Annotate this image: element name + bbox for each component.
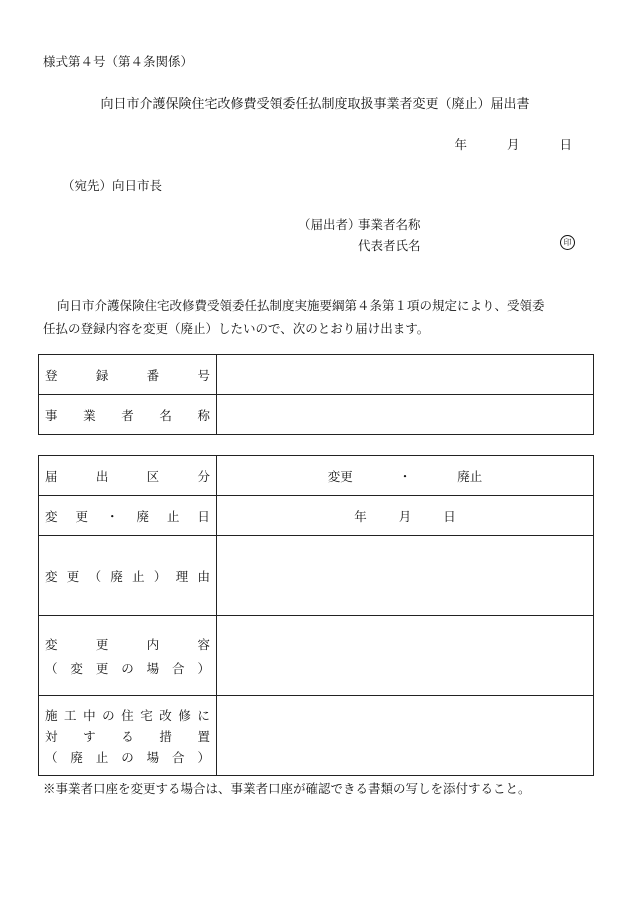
label-char: 録 — [95, 367, 109, 383]
body-line-2: 任払の登録内容を変更（廃止）したいので、次のとおり届け出ます。 — [43, 321, 430, 336]
date-month: 月 — [507, 137, 520, 152]
label-char: 更 — [95, 636, 109, 652]
label-char: 対 — [45, 728, 58, 744]
change-date-year: 年 — [354, 508, 367, 524]
attachment-note: ※事業者口座を変更する場合は、事業者口座が確認できる書類の写しを添付すること。 — [43, 781, 531, 796]
label-char: 更 — [75, 508, 88, 524]
change-content-label — [39, 616, 217, 696]
representative-label: 代表者氏名 — [358, 238, 421, 253]
date-day: 日 — [559, 137, 572, 152]
label-char: 事 — [45, 407, 58, 423]
label-char: 分 — [197, 468, 210, 484]
label-char: 更 — [66, 568, 80, 584]
document-title: 向日市介護保険住宅改修費受領委任払制度取扱事業者変更（廃止）届出書 — [100, 97, 530, 112]
label-char: 改 — [159, 707, 172, 723]
label-char: 廃 — [70, 749, 83, 765]
label-char: 名 — [159, 407, 172, 423]
notice-type-separator: ・ — [398, 468, 412, 484]
label-char: 業 — [83, 407, 96, 423]
business-name-row-label — [39, 395, 217, 435]
reg-number-field[interactable] — [217, 355, 594, 395]
registration-table — [38, 354, 594, 435]
label-char: 止 — [95, 749, 109, 765]
label-char: 理 — [175, 568, 189, 584]
body-line-1: 向日市介護保険住宅改修費受領委任払制度実施要綱第４条第１項の規定により、受領委 — [57, 298, 545, 313]
label-char: 出 — [95, 468, 109, 484]
label-char: 日 — [197, 508, 210, 524]
label-char: 区 — [146, 468, 160, 484]
date-year: 年 — [454, 137, 468, 152]
label-char: 変 — [45, 636, 58, 652]
label-char: （ — [88, 568, 102, 584]
notifier-label: （届出者） — [298, 217, 361, 232]
label-char: の — [121, 749, 134, 765]
label-char: 止 — [166, 508, 180, 524]
label-char: 修 — [178, 707, 191, 723]
label-char: 場 — [146, 749, 160, 765]
label-char: ） — [153, 568, 167, 584]
body-text — [43, 294, 593, 340]
reg-number-label — [39, 355, 217, 395]
label-char: 廃 — [110, 568, 123, 584]
seal-mark: 印 — [560, 235, 575, 250]
label-char: ） — [197, 660, 210, 676]
label-char: （ — [45, 660, 58, 676]
label-char: 止 — [132, 568, 145, 584]
label-char: 施 — [45, 707, 58, 723]
business-name-label: 事業者名称 — [358, 217, 421, 232]
label-char: 合 — [172, 660, 185, 676]
change-date-month: 月 — [398, 508, 412, 524]
notice-type-label — [39, 456, 217, 496]
label-char: 号 — [197, 367, 210, 383]
label-char: 者 — [121, 407, 134, 423]
measures-field[interactable] — [217, 696, 594, 776]
label-char: 変 — [70, 660, 83, 676]
label-char: （ — [45, 749, 58, 765]
label-char: 変 — [45, 508, 58, 524]
label-char: 住 — [121, 707, 134, 723]
label-char: 中 — [83, 707, 96, 723]
label-char: の — [121, 660, 134, 676]
measures-label — [39, 696, 217, 776]
change-date-field[interactable] — [217, 496, 594, 536]
label-char: 内 — [146, 636, 160, 652]
label-char: 廃 — [136, 508, 149, 524]
label-char: 変 — [45, 568, 58, 584]
label-char: 更 — [95, 660, 109, 676]
label-char: 称 — [197, 407, 210, 423]
reason-field[interactable] — [217, 536, 594, 616]
label-char: 登 — [45, 367, 58, 383]
label-char: 容 — [197, 636, 210, 652]
label-char: の — [102, 707, 115, 723]
label-char: 置 — [197, 728, 210, 744]
change-date-day: 日 — [443, 508, 456, 524]
label-char: 届 — [45, 468, 58, 484]
reason-label — [39, 536, 217, 616]
form-number: 様式第４号（第４条関係） — [43, 54, 194, 69]
notice-type-field[interactable] — [217, 456, 594, 496]
label-char: 由 — [197, 568, 210, 584]
change-content-field[interactable] — [217, 616, 594, 696]
label-char: ） — [197, 749, 210, 765]
business-name-field[interactable] — [217, 395, 594, 435]
change-details-table — [38, 455, 594, 776]
label-char: る — [121, 728, 134, 744]
label-char: 番 — [146, 367, 160, 383]
addressee: （宛先）向日市長 — [62, 178, 163, 193]
label-char: に — [197, 707, 210, 723]
notice-type-change-option[interactable]: 変更 — [327, 468, 353, 484]
label-char: 工 — [64, 707, 77, 723]
label-char: 措 — [159, 728, 172, 744]
label-char: 宅 — [140, 707, 153, 723]
label-char: 場 — [146, 660, 160, 676]
change-date-label — [39, 496, 217, 536]
label-char: ・ — [105, 508, 119, 524]
label-char: す — [83, 728, 96, 744]
notice-type-abolish-option[interactable]: 廃止 — [457, 468, 483, 484]
label-char: 合 — [172, 749, 185, 765]
submission-date — [455, 135, 572, 153]
